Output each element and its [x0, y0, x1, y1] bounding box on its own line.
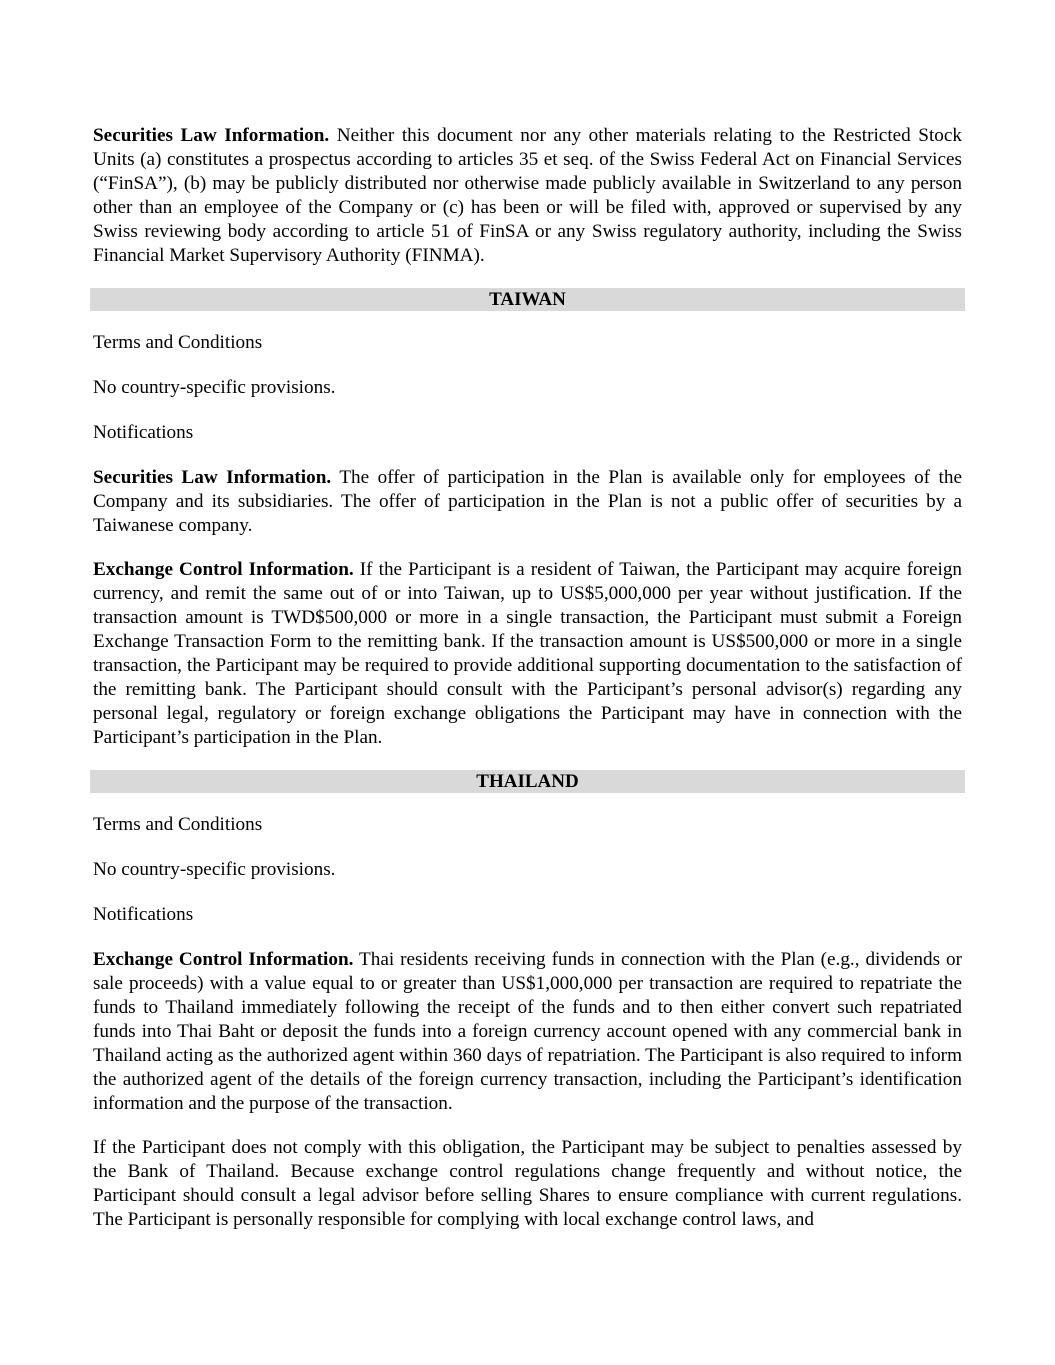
thailand-exchange-body: Thai residents receiving funds in connection with the Plan (e.g., dividends or sale proceeds) with a value equal to or greater than US$1,000,000 per transaction are required to repatriate the funds to Thailand immediately following the receipt of the funds and to then either convert such repatriated funds into Thai Baht or deposit the funds into a foreign currency account opened with any commercial bank in Thailand acting as the authorized agent within 360 days of repatriation. The Participant is also required to inform the authorized agent of the details of the foreign currency transaction, including the Participant’s identification information and the purpose of the transaction. [93, 949, 962, 1114]
taiwan-exchange-paragraph [93, 558, 962, 750]
swiss-securities-heading: Securities Law Information. [93, 125, 330, 146]
taiwan-terms-label: Terms and Conditions [93, 332, 263, 353]
swiss-securities-body: Neither this document nor any other materials relating to the Restricted Stock Units (a) constitutes a prospectus according to articles 35 et seq. of the Swiss Federal Act on Financial Services (“FinSA”), (b) may be publicly distributed nor otherwise made publicly available in Switzerland to any person other than an employee of the Company or (c) has been or will be filed with, approved or supervised by any Swiss reviewing body according to article 51 of FinSA or any Swiss regulatory authority, including the Swiss Financial Market Supervisory Authority (FINMA). [93, 125, 962, 266]
thailand-exchange-paragraph [93, 948, 962, 1116]
taiwan-securities-heading: Securities Law Information. [93, 467, 332, 488]
taiwan-notifications-label: Notifications [93, 422, 194, 443]
thailand-terms-label: Terms and Conditions [93, 814, 263, 835]
thailand-compliance-paragraph [93, 1136, 962, 1232]
taiwan-exchange-body: If the Participant is a resident of Taiwan, the Participant may acquire foreign currency, and remit the same out of or into Taiwan, up to US$5,000,000 per year without justification. If the transaction amount is TWD$500,000 or more in a single transaction, the Participant must submit a Foreign Exchange Transaction Form to the remitting bank. If the transaction amount is US$500,000 or more in a single transaction, the Participant may be required to provide additional supporting documentation to the satisfaction of the remitting bank. The Participant should consult with the Participant’s personal advisor(s) regarding any personal legal, regulatory or foreign exchange obligations the Participant may have in connection with the Participant’s participation in the Plan. [93, 559, 963, 748]
document-page [93, 124, 962, 1252]
taiwan-exchange-heading: Exchange Control Information. [93, 559, 354, 580]
taiwan-no-provisions: No country-specific provisions. [93, 377, 336, 398]
thailand-exchange-heading: Exchange Control Information. [93, 949, 354, 970]
thailand-no-provisions: No country-specific provisions. [93, 859, 336, 880]
section-header-thailand: THAILAND [90, 770, 965, 793]
taiwan-securities-paragraph [93, 466, 962, 538]
taiwan-securities-body: The offer of participation in the Plan is available only for employees of the Company and its subsidiaries. The offer of participation in the Plan is not a public offer of securities by a Taiwanese company. [93, 467, 963, 536]
thailand-notifications-label: Notifications [93, 904, 194, 925]
thailand-compliance-body: If the Participant does not comply with this obligation, the Participant may be subject to penalties assessed by the Bank of Thailand. Because exchange control regulations change frequently and without notice, the Participant should consult a legal advisor before selling Shares to ensure compliance with current regulations. The Participant is personally responsible for complying with local exchange control laws, and [93, 1137, 962, 1230]
section-header-taiwan: TAIWAN [90, 288, 965, 311]
swiss-securities-paragraph [93, 124, 962, 268]
